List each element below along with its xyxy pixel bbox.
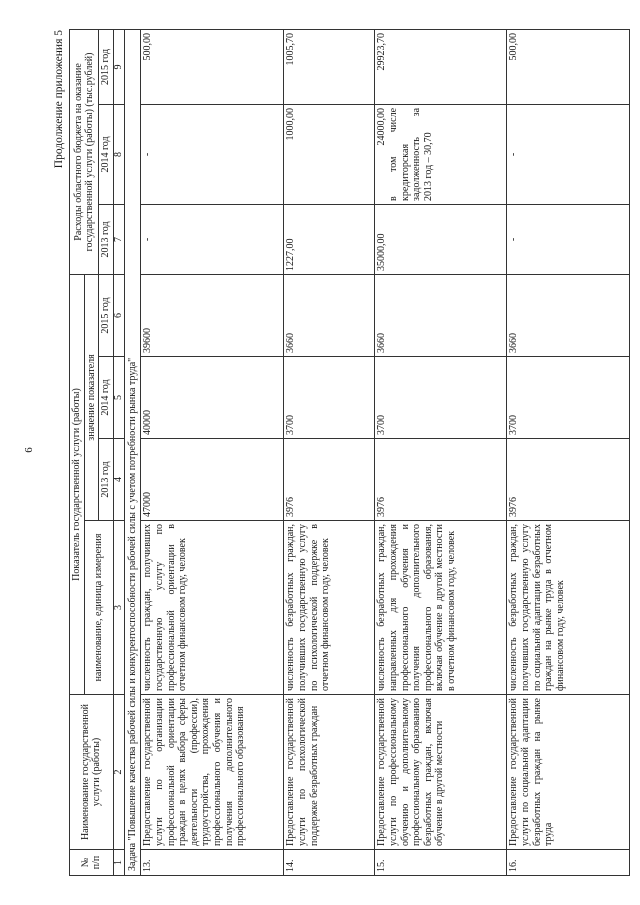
column-number: 7 [113,204,124,274]
indicator-name: численность граждан, получивших государственную услугу по профессиональной ориентации в отчетном финансовом году, человек [141,521,284,695]
value-2014: 3700 [375,357,507,439]
expense-2015: 500,00 [141,29,284,104]
column-number: 1 [113,850,124,876]
value-2015: 3660 [375,274,507,356]
row-number: 14. [284,850,375,876]
expense-2013: 1227,00 [284,204,375,274]
table-row [507,29,630,875]
value-2015: 3660 [284,274,375,356]
expense-2013: 35000,00 [375,204,507,274]
value-2014: 3700 [284,357,375,439]
expense-2014: - [507,104,630,204]
header-indicator-group: Показатель государственной услуги (работы) [70,274,85,694]
header-value-2013: 2013 год [99,439,114,521]
table-row [284,29,375,875]
service-name: Предоставление государственной услуги по психологической поддержке безработных граждан [284,695,375,850]
header-expense-2013: 2013 год [99,204,114,274]
value-2013: 3976 [284,439,375,521]
expense-2014: 1000,00 [284,104,375,204]
expense-2014-note: в том числе кредиторская задолженность за 2013 год – 30,70 [387,107,434,201]
expense-2013: - [507,204,630,274]
expense-2014-cell [375,104,507,204]
value-2014: 40000 [141,357,284,439]
column-number: 8 [113,104,124,204]
header-expense-2015: 2015 год [99,29,114,104]
header-indicator-name: наименование, единица измерения [84,521,113,695]
header-no: № п/п [70,850,114,876]
services-table [69,29,630,876]
column-number: 3 [113,521,124,695]
column-number: 2 [113,695,124,850]
page-number: 6 [23,447,35,453]
column-number: 9 [113,29,124,104]
header-value-2015: 2015 год [99,274,114,356]
row-number: 13. [141,850,284,876]
row-number: 15. [375,850,507,876]
service-name: Предоставление государственной услуги по организации профессиональной ориентации граждан в целях выбора сферы деятельности (профессии), трудоустройства, прохождения профессионального обучения и получения дополнительного профессионального образования [141,695,284,850]
landscape-page [53,30,603,876]
header-value-2014: 2014 год [99,357,114,439]
table-row [141,29,284,875]
expense-2014: 24000,00 [376,107,388,146]
indicator-name: численность безработных граждан, получивших государственную услугу по психологической поддержке в отчетном финансовом году, человек [284,521,375,695]
column-number: 6 [113,274,124,356]
header-expenses-group: Расходы областного бюджета на оказание государственной услуги (работы) (тыс.рублей) [70,29,99,274]
expense-2013: - [141,204,284,274]
value-2013: 47000 [141,439,284,521]
header-expense-2014: 2014 год [99,104,114,204]
service-name: Предоставление государственной услуги по профессиональному обучению и дополнительному профессиональному образованию безработных граждан, включая обучение в другой местности [375,695,507,850]
expense-2015: 29923,70 [375,29,507,104]
task-row [124,29,141,875]
value-2013: 3976 [507,439,630,521]
value-2013: 3976 [375,439,507,521]
indicator-name: численность безработных граждан, получивших государственную услугу по социальной адаптации безработных граждан на рынке труда в отчетном финансовом году, человек [507,521,630,695]
value-2014: 3700 [507,357,630,439]
column-number: 5 [113,357,124,439]
expense-2015: 1005,70 [284,29,375,104]
table-row [375,29,507,875]
expense-2014: - [141,104,284,204]
continuation-title: Продолжение приложения 5 [53,30,65,169]
indicator-name: численность безработных граждан, направленных для прохождения профессионального обучения и получения дополнительного профессионального образования, включая обучение в другой местности в отчетном финансовом году, человек [375,521,507,695]
header-indicator-value: значение показателя [84,274,99,520]
column-number: 4 [113,439,124,521]
value-2015: 3660 [507,274,630,356]
column-number-row [113,29,124,875]
task-title: Задача "Повышение качества рабочей силы и конкурентоспособности рабочей силы с учетом потребности рынка труда" [124,29,141,875]
header-service-name: Наименование государственной услуги (работы) [70,695,114,850]
row-number: 16. [507,850,630,876]
expense-2015: 500,00 [507,29,630,104]
service-name: Предоставление государственной услуги по социальной адаптации безработных граждан на рынке труда [507,695,630,850]
value-2015: 39600 [141,274,284,356]
header-row-1 [70,29,85,875]
